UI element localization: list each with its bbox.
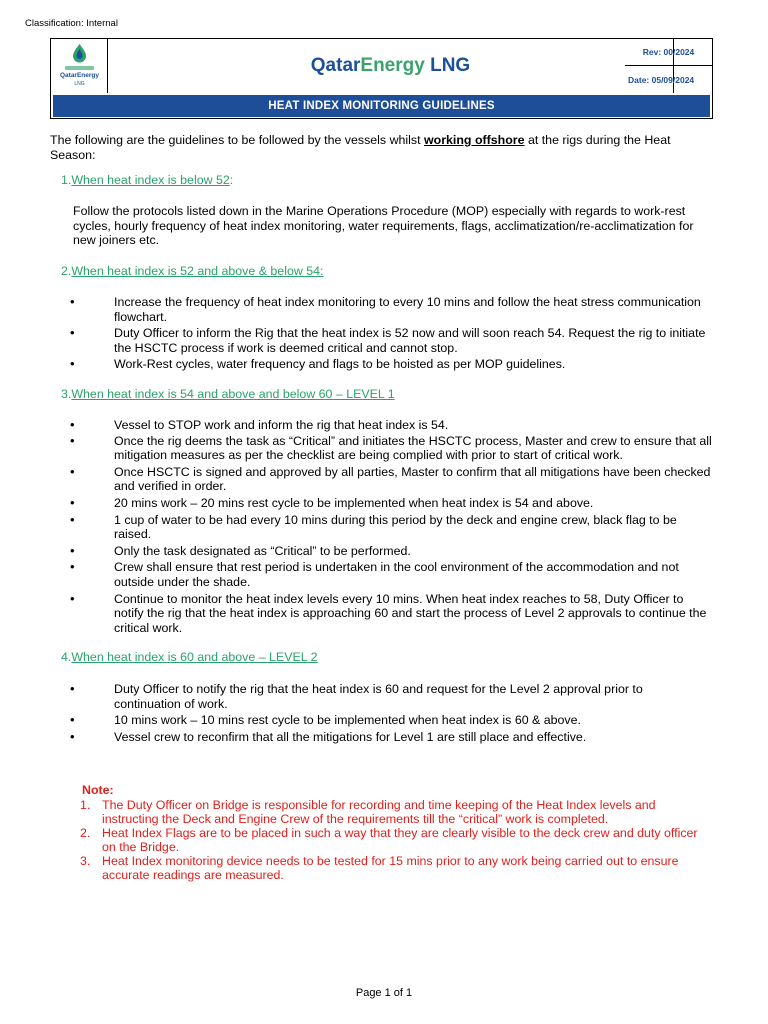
section-label: When heat index is 54 and above and below 60 – LEVEL 1 (71, 387, 395, 401)
company-name-part-b: Energy (360, 55, 425, 76)
company-name-part-a: Qatar (310, 55, 361, 76)
list-item: • Only the task designated as “Critical” to be performed. (70, 544, 712, 559)
list-item: • Once the rig deems the task as “Critical” and initiates the HSCTC process, Master and crew to ensure that all mitigation measures as per the checklist are being complied with prior to start of critical work. (70, 434, 712, 463)
note-number: 2. (80, 826, 91, 840)
section-tail: : (229, 173, 234, 187)
section-1-paragraph: Follow the protocols listed down in the Marine Operations Procedure (MOP) especially with regards to work-rest cycles, hourly frequency of heat index monitoring, water requirements, flags, acclimatization/re-acclimatization for new joiners etc. (73, 204, 694, 248)
section-heading-3 (61, 387, 395, 401)
note-text: Heat Index Flags are to be placed in such a way that they are clearly visible to the deck crew and duty officer on the Bridge. (102, 826, 698, 854)
section-label: When heat index is 52 and above & below 54: (71, 264, 324, 278)
section-heading-4 (61, 650, 318, 664)
intro-text-after: at the rigs during the Heat Season: (50, 133, 671, 162)
revision-label: Rev: 00/2024 (625, 39, 712, 66)
logo-cell (51, 39, 108, 93)
list-item: • 1 cup of water to be had every 10 mins during this period by the deck and engine crew, black flag to be raised. (70, 513, 712, 542)
intro-emphasis: working offshore (424, 133, 525, 147)
section-heading-1 (61, 173, 233, 187)
section-number: 1. (61, 173, 72, 187)
section-number: 3. (61, 387, 72, 401)
company-name (311, 55, 470, 77)
list-item: • Vessel to STOP work and inform the rig that heat index is 54. (70, 418, 712, 433)
company-name-part-c: LNG (424, 55, 471, 76)
note-list (80, 798, 712, 882)
document-header (50, 38, 713, 119)
qatarenergy-logo-icon (51, 39, 108, 93)
section-label: When heat index is 60 and above – LEVEL 2 (71, 650, 318, 664)
list-item: • Continue to monitor the heat index levels every 10 mins. When heat index reaches to 58, Duty Officer to notify the rig that the heat index is approaching 60 and start the process of Level 2 approvals to continue the critical work. (70, 592, 712, 636)
section-number: 4. (61, 650, 72, 664)
list-item: • Work-Rest cycles, water frequency and flags to be hoisted as per MOP guidelines. (70, 357, 712, 372)
list-item: • Duty Officer to notify the rig that the heat index is 60 and request for the Level 2 approval prior to continuation of work. (70, 682, 712, 711)
logo-text: QatarEnergy (59, 72, 100, 79)
section-number: 2. (61, 264, 72, 278)
note-item (80, 798, 712, 826)
section-3-list (70, 418, 712, 635)
note-item (80, 826, 712, 854)
page-footer: Page 1 of 1 (355, 987, 413, 999)
section-label: When heat index is below 52 (71, 173, 230, 187)
list-item: • Once HSCTC is signed and approved by all parties, Master to confirm that all mitigations have been checked and verified in order. (70, 465, 712, 494)
list-item: • Vessel crew to reconfirm that all the mitigations for Level 1 are still place and effective. (70, 730, 712, 745)
logo-subtext: LNG (74, 81, 85, 87)
section-2-list (70, 295, 712, 372)
classification-label: Classification: Internal (25, 18, 118, 29)
list-item: • 10 mins work – 10 mins rest cycle to be implemented when heat index is 60 & above. (70, 713, 712, 728)
note-number: 3. (80, 854, 91, 868)
list-item: • Increase the frequency of heat index monitoring to every 10 mins and follow the heat stress communication flowchart. (70, 295, 712, 324)
date-label: Date: 05/09/2024 (628, 74, 695, 85)
note-text: The Duty Officer on Bridge is responsible for recording and time keeping of the Heat Index levels and instructing the Deck and Engine Crew of the requirements till the “critical” work is completed. (102, 798, 656, 826)
revision-cell (625, 39, 712, 93)
section-4-list (70, 682, 712, 744)
document-title-banner: HEAT INDEX MONITORING GUIDELINES (53, 95, 710, 117)
list-item: • 20 mins work – 20 mins rest cycle to be implemented when heat index is 54 and above. (70, 496, 712, 511)
note-item (80, 854, 712, 882)
intro-text-before: The following are the guidelines to be followed by the vessels whilst (50, 133, 424, 147)
note-number: 1. (80, 798, 91, 812)
note-text: Heat Index monitoring device needs to be tested for 15 mins prior to any work being carried out to ensure accurate readings are measured. (102, 854, 679, 882)
list-item: • Crew shall ensure that rest period is undertaken in the cool environment of the accommodation and not outside under the shade. (70, 560, 712, 589)
title-cell (108, 39, 674, 93)
note-title: Note: (82, 783, 114, 797)
section-heading-2 (61, 264, 323, 278)
intro-paragraph (50, 133, 715, 162)
list-item: • Duty Officer to inform the Rig that the heat index is 52 now and will soon reach 54. Request the rig to initiate the HSCTC process if work is deemed critical and cannot stop. (70, 326, 712, 355)
